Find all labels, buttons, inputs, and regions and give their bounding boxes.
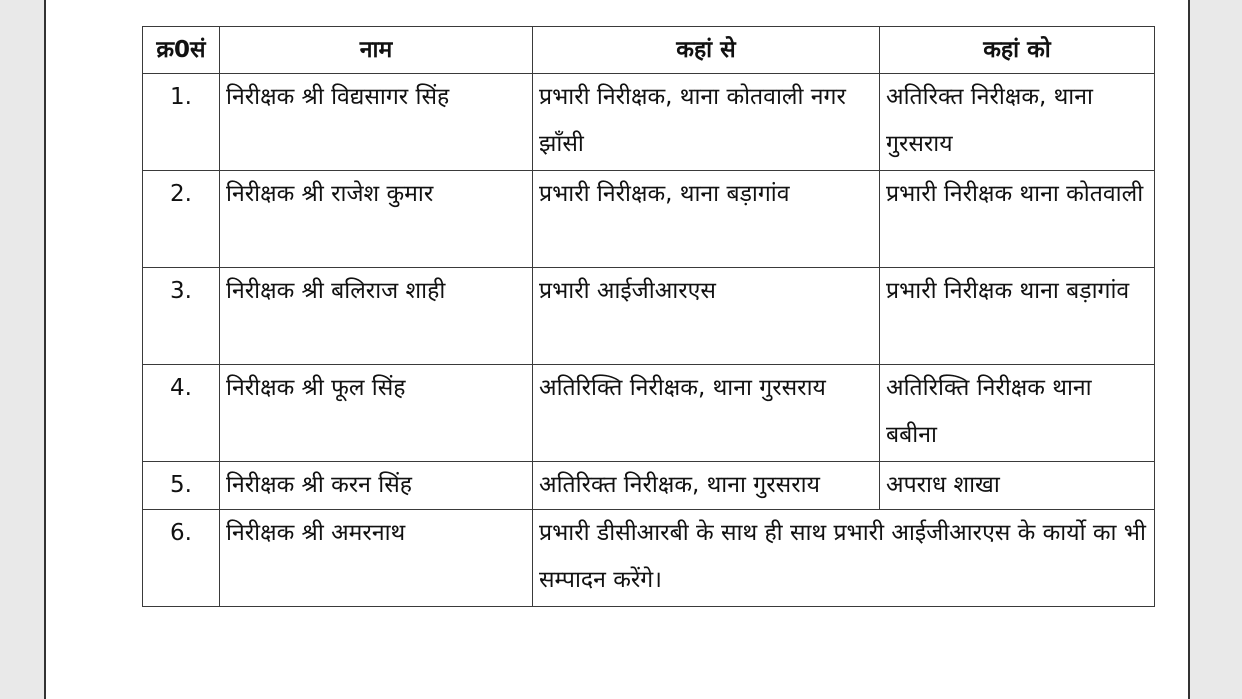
document-page [44, 0, 1190, 699]
cell-serial: 1. [143, 74, 220, 171]
cell-to: अतिरिक्ति निरीक्षक थाना बबीना [880, 365, 1155, 462]
cell-serial: 3. [143, 268, 220, 365]
cell-name: निरीक्षक श्री करन सिंह [220, 462, 533, 510]
cell-from: अतिरिक्ति निरीक्षक, थाना गुरसराय [533, 365, 880, 462]
cell-name: निरीक्षक श्री अमरनाथ [220, 510, 533, 607]
table-row [143, 74, 1155, 171]
table-row [143, 171, 1155, 268]
cell-serial: 5. [143, 462, 220, 510]
cell-name: निरीक्षक श्री फूल सिंह [220, 365, 533, 462]
header-to: कहां को [880, 27, 1155, 74]
cell-merged-remarks: प्रभारी डीसीआरबी के साथ ही साथ प्रभारी आईजीआरएस के कार्यो का भी सम्पादन करेंगे। [533, 510, 1155, 607]
cell-to: अतिरिक्त निरीक्षक, थाना गुरसराय [880, 74, 1155, 171]
table-header-row [143, 27, 1155, 74]
cell-name: निरीक्षक श्री विद्यसागर सिंह [220, 74, 533, 171]
cell-name: निरीक्षक श्री राजेश कुमार [220, 171, 533, 268]
cell-from: प्रभारी आईजीआरएस [533, 268, 880, 365]
table-row [143, 510, 1155, 607]
header-serial: क्र0सं [143, 27, 220, 74]
cell-from: प्रभारी निरीक्षक, थाना बड़ागांव [533, 171, 880, 268]
cell-to: अपराध शाखा [880, 462, 1155, 510]
header-name: नाम [220, 27, 533, 74]
table-row [143, 462, 1155, 510]
cell-serial: 6. [143, 510, 220, 607]
cell-to: प्रभारी निरीक्षक थाना कोतवाली [880, 171, 1155, 268]
cell-serial: 2. [143, 171, 220, 268]
cell-from: अतिरिक्त निरीक्षक, थाना गुरसराय [533, 462, 880, 510]
table-row [143, 365, 1155, 462]
cell-serial: 4. [143, 365, 220, 462]
header-from: कहां से [533, 27, 880, 74]
transfer-table [142, 26, 1155, 607]
cell-from: प्रभारी निरीक्षक, थाना कोतवाली नगर झाँसी [533, 74, 880, 171]
cell-to: प्रभारी निरीक्षक थाना बड़ागांव [880, 268, 1155, 365]
table-row [143, 268, 1155, 365]
cell-name: निरीक्षक श्री बलिराज शाही [220, 268, 533, 365]
